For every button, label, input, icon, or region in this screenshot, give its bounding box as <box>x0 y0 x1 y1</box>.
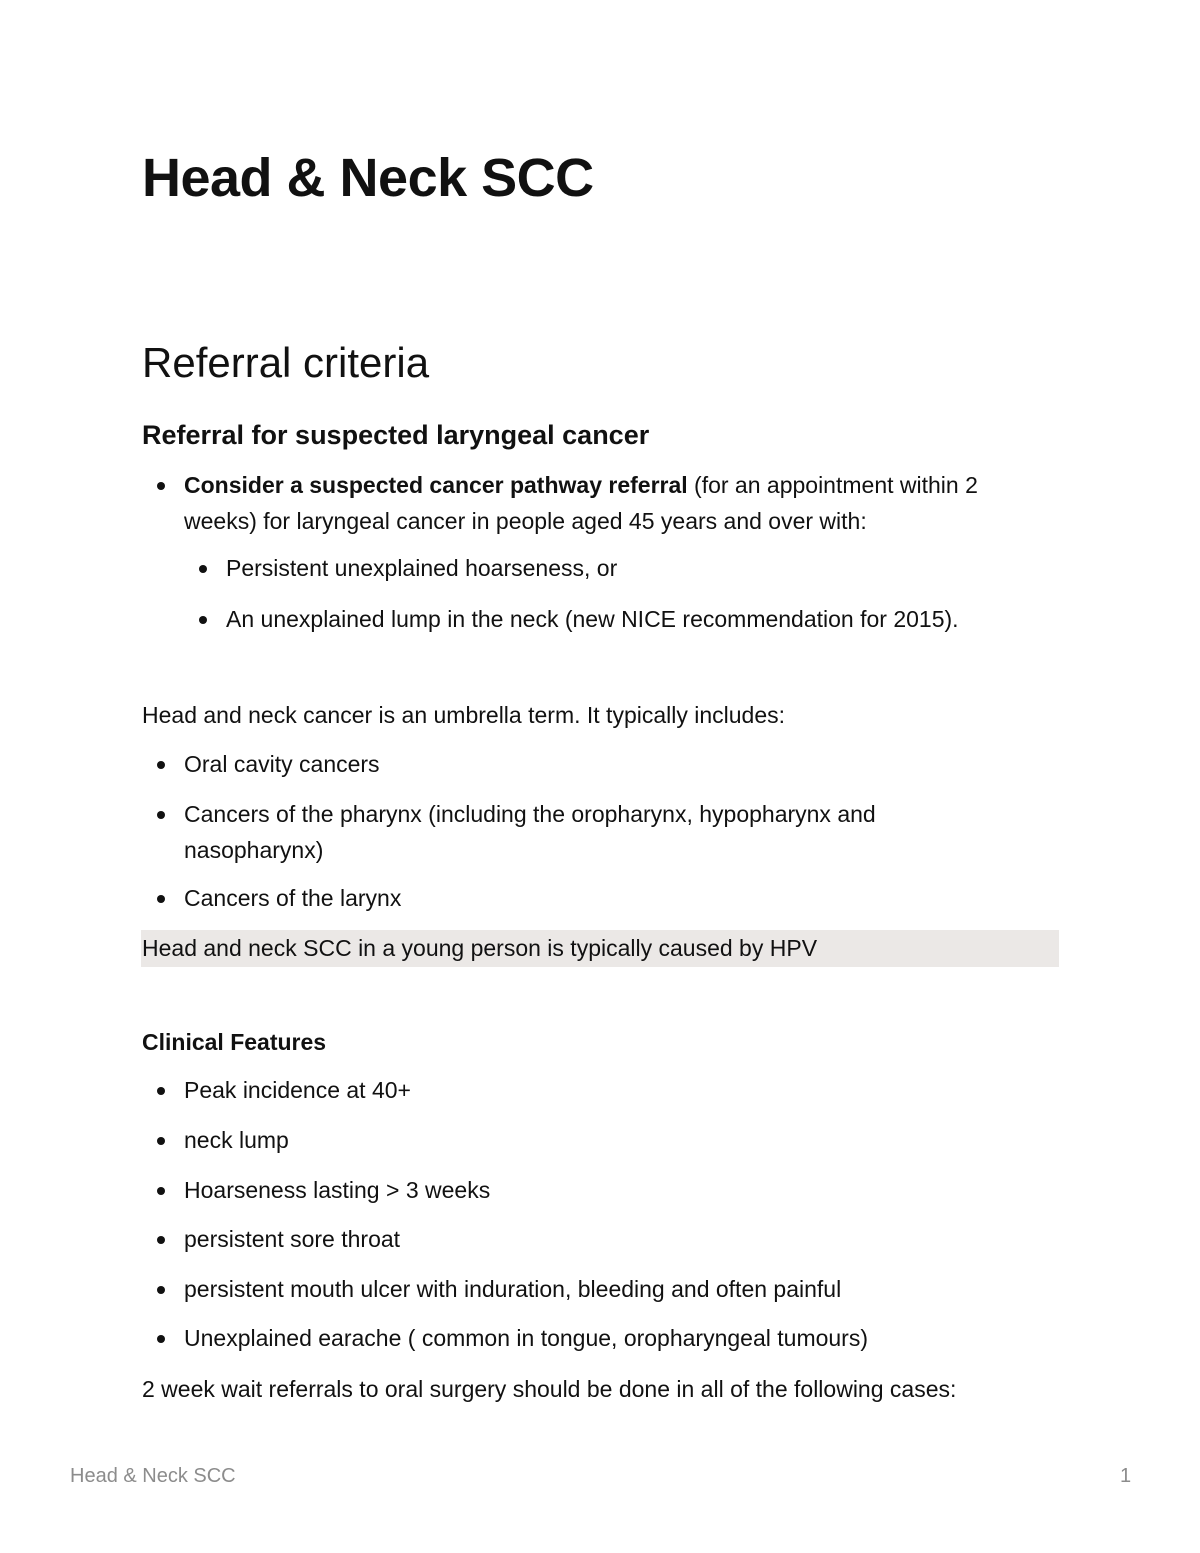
referral-text-rest: (for an appointment within 2 <box>687 472 978 498</box>
list-item <box>184 1073 411 1108</box>
list-item <box>184 1123 289 1158</box>
list-item-text: Cancers of the pharynx (including the oropharynx, hypopharynx and <box>184 801 876 827</box>
bullet-dot-icon <box>157 1137 165 1145</box>
list-item <box>226 551 617 586</box>
list-item <box>184 1272 841 1307</box>
list-item-text: persistent mouth ulcer with induration, bleeding and often painful <box>184 1276 842 1302</box>
list-item-text: Oral cavity cancers <box>184 751 380 777</box>
list-item-text: Hoarseness lasting > 3 weeks <box>184 1177 491 1203</box>
list-item-text: Unexplained earache ( common in tongue, oropharyngeal tumours) <box>184 1325 869 1351</box>
section-heading-referral-criteria: Referral criteria <box>142 339 430 386</box>
bullet-dot-icon <box>157 895 165 903</box>
list-item-text: Peak incidence at 40+ <box>184 1077 411 1103</box>
list-item-text: persistent sore throat <box>184 1226 401 1252</box>
list-item-text: Cancers of the larynx <box>184 885 402 911</box>
bullet-dot-icon <box>157 1236 165 1244</box>
list-item <box>184 797 876 832</box>
list-item-referral-continuation <box>184 504 867 539</box>
bullet-dot-icon <box>157 1187 165 1195</box>
bullet-dot-icon <box>157 761 165 769</box>
footer-title: Head & Neck SCC <box>70 1465 236 1487</box>
referral-bold-text: Consider a suspected cancer pathway referral <box>184 472 688 498</box>
list-item <box>184 1222 400 1257</box>
referral-text-line2: weeks) for laryngeal cancer in people aged 45 years and over with: <box>184 508 867 534</box>
list-item <box>226 602 959 637</box>
list-item <box>184 1173 490 1208</box>
clinical-features-heading: Clinical Features <box>142 1029 327 1055</box>
umbrella-intro-text: Head and neck cancer is an umbrella term. It typically includes: <box>142 702 786 728</box>
list-item-continuation <box>184 833 323 868</box>
list-item-referral <box>184 468 978 503</box>
document-title: Head & Neck SCC <box>142 148 594 208</box>
bullet-dot-icon <box>157 1087 165 1095</box>
bullet-dot-icon <box>199 565 207 573</box>
list-item-text: Persistent unexplained hoarseness, or <box>226 555 618 581</box>
list-item-text: An unexplained lump in the neck (new NICE recommendation for 2015). <box>226 606 959 632</box>
subsection-heading-laryngeal: Referral for suspected laryngeal cancer <box>142 420 650 450</box>
bullet-dot-icon <box>157 1335 165 1343</box>
footer-page-number: 1 <box>1120 1465 1132 1487</box>
two-week-wait-text: 2 week wait referrals to oral surgery should be done in all of the following cases: <box>142 1376 957 1402</box>
bullet-dot-icon <box>157 1286 165 1294</box>
bullet-dot-icon <box>157 811 165 819</box>
list-item-text: nasopharynx) <box>184 837 324 863</box>
highlight-text: Head and neck SCC in a young person is typically caused by HPV <box>142 935 818 961</box>
hpv-highlight-block <box>141 930 1059 967</box>
list-item-text: neck lump <box>184 1127 289 1153</box>
bullet-dot-icon <box>157 482 165 490</box>
list-item <box>184 881 401 916</box>
bullet-dot-icon <box>199 616 207 624</box>
list-item <box>184 1321 868 1356</box>
list-item <box>184 747 380 782</box>
